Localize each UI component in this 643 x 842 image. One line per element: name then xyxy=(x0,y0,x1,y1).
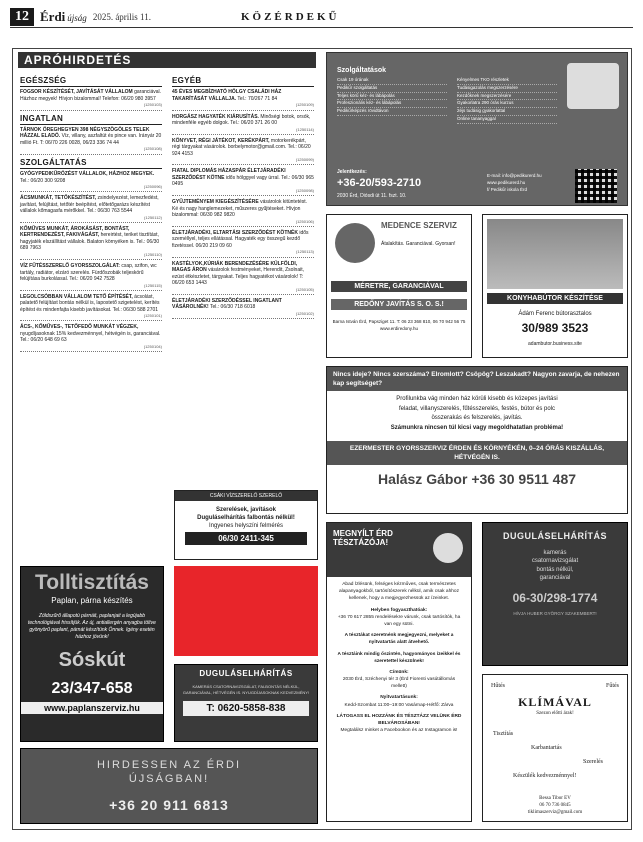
paper-name: Érdi újság xyxy=(40,8,87,24)
service-list-item: Csak 19 órának xyxy=(337,77,447,85)
service-list-item: Pedikűr szolgáltatás xyxy=(337,85,447,93)
drain-cleaning-ad-small: DUGULÁSELHÁRÍTÁS KAMERÁS CSATORNAVIZSGÁLAT, FALBONTÁS NÉLKÜL, GARANCIÁVAL, HÉTVÉGÉN IS. NYUGDÍJASOKNAK KEDVEZMÉNY! T: 0620-5858-838 xyxy=(174,664,318,742)
qr-code-icon xyxy=(575,169,617,203)
classified-ad: ÉLETJÁRADÉKI, ELTARTÁSI SZERZŐDÉST KÖTNÉK idős személlyel, teljes ellátással. Hagyaték egy összegű kezdő fizetéssel. 06/20 219 09 60 (1250113) xyxy=(172,230,314,258)
service-list-item: Gyakorlatra 290 órás kurzus xyxy=(457,100,557,108)
classified-ad: KŐMŰVES MUNKÁT, ÁROKÁSÁST, BONTÁST, KERTRENDEZÉST, FAKIVÁGÁST, hereirtést, teriket tisztítást, hagyjaték elszállítást vállalok. Balaton környéken is. Tel.: 06/30 689 7963 (1250110) xyxy=(20,226,162,260)
classified-ad: GYŰJTEMÉNYEM KIEGÉSZÍTÉSÉRE vásárolok kitüntetést. Ké és nagy hanglemezeket, műszeres gyűjtéseket. Hívjon bizalommal: 06/30 982 9820 (1250106) xyxy=(172,199,314,227)
category-heading: SZOLGÁLTATÁS xyxy=(20,158,162,169)
pasta-shop-ad: MEGNYÍLT ÉRD TÉSZTÁZÓJA! Abad Ízlésünk, felséges kézműves, csak természetes alapanyagokból, tartósítószerek nélkül, amik csak ahhoz kellenek, hogy a megjegyezhessük az ízeinket. Helyben fogyaszthatóak: +36 70 617 2855 rendelésekre várunk, csak tartósítók, ha van egy sütni. A tésztákat szeretnénk megjegyezni, melyeket a nyitvatartás alatt átvehető. A tésztáink mindig őszintén, hagyományos ízeikkel és szeretettel készülnek! Címünk: 2030 Érd, Széchenyi tér 3 (Érd Fiorenti vasútállomás mellett) Nyitvatartásunk: Kedd-Szombat 11:00–19:00 Vasárnap-Hétfő: Zárva LÁTOGASS EL HOZZÁNK ÉS TÉSZTÁZZ VELÜNK ÉRD BELVÁROSÁBAN! Megtalálsz minket a Facebookon és az Instagramon is! xyxy=(326,522,472,822)
pedicure-school-ad: Szolgáltatások Csak 19 órának Pedikűr szolgáltatás Teljes körű kéz- és lábápolás Profeszionális kéz- és lábápolás Pedikűrképzés rövidtávon Kényelmes TKO részletek Tudásigazolás megszerzésére Kezdőknek megszerzésére Gyakorlatra 290 órás kurzus 2éjs tudásig gyakorlattal Online tananyaggal Jelentkezés: +36-20/593-2710 2030 Érd, Diósdi út 11. fszt. 10. E-mail: info@pedikurerd.hu www.pedikurerd.hu f/ Pedikűr iskola Érd xyxy=(326,52,628,206)
classified-ad: LEGOLCSÓBBAN VÁLLALOM TETŐ ÉPÍTÉSÉT, ácsolást, palatető felújítást bontás nélkül is, lapostető szigetelést, kerítés építést és mindenfajta kisebb javításokat. Tel.: 06/30 588 2701 (1250101) xyxy=(20,294,162,322)
drain-cleaning-ad: DUGULÁSELHÁRÍTÁS kamerás csatornavizsgálat bontás nélkül, garanciával 06-30/298-1774 HÍVJA HUBER GYÖRGY SZAKEMBERT! xyxy=(482,522,628,666)
handyman-ad: Nincs ideje? Nincs szerszáma? Elromlott? Csöpög? Leszakadt? Nagyon zavarja, de nehezen kap segítséget? Profilunkba vág minden ház körüli kisebb és közepes javítási feladat, villanyszerelés, fűtésszerelés, festés, bútor és polc összerakás és felszerelés, javítás. Számunkra nincsen túl kicsi vagy megoldhatatlan probléma! EZERMESTER GYORSSZERVIZ ÉRDEN ÉS KÖRNYÉKÉN, 0–24 ÓRÁS KISZÁLLÁS, HÉTVÉGÉN IS. Halász Gábor +36 30 9511 487 xyxy=(326,366,628,514)
shop-icon xyxy=(433,533,463,563)
school-list-2 xyxy=(457,77,557,124)
kitchen-photo xyxy=(487,219,623,289)
service-list-item: Pedikűrképzés rövidtávon xyxy=(337,108,447,116)
service-list-item: Teljes körű kéz- és lábápolás xyxy=(337,93,447,101)
service-list-item: Kezdőknek megszerzésére xyxy=(457,93,557,101)
category-heading: EGYÉB xyxy=(172,76,314,87)
school-logo-badge xyxy=(567,63,619,109)
classified-ad: 45 ÉVES MEGBÍZHATÓ HÖLGY CSALÁDI HÁZ TAKARÍTÁSÁT VÁLLALJA. Tel.: 70/267 71 84 (1250109) xyxy=(172,89,314,110)
classified-ad: KASTÉLYOK,KÚRIÁK BERENDEZÉSÉRE KÜLFÖLDI, MAGAS ÁRON vásárolok festményeket, Herendit, Zsolnait, ezüst étkészletet, tárgyakat. Teljes hagyatékot vásárolok! T: 06/20 653 1443 (1250105) xyxy=(172,261,314,295)
classified-ad: GYÓGYPEDIKŰRÖZÉST VÁLLALOK, HÁZHOZ MEGYEK. Tel.: 06/20 300 9208 (1250096) xyxy=(20,171,162,192)
classified-ad: HORGÁSZ HAGYATÉK KIÁRUSÍTÁS. Minőségi botok, orsók, mindenféle egyéb dolgok. Tel.: 06/20 371 26 00 (1250114) xyxy=(172,114,314,135)
classified-ad: ÁCSMUNKÁT, TETŐKÉSZÍTÉST, zsindelyezést, lemezfedést, javítást, felújítást, tetőtér beépítést, előtetőgarázs készítést vállalok kőmagasfa mérőkkel. Tel.: 06/30 763 5544 (1250112) xyxy=(20,195,162,223)
classified-ad: ÁCS-, KŐMŰVES-, TETŐFEDŐ MUNKÁT VÉGZEK, nyugdíjasoknak 15% kedvezménnyel, hétvégén is, garanciával. Tel.: 06/20 648 69 63 (1250104) xyxy=(20,324,162,352)
air-conditioning-ad: Hűtés Fűtés KLÍMÁVAL Szezon előtti árak! Tisztítás Karbantartás Szerelés Készülék kedvezménnyel! Bessa Tibor EV 06 70 736 0845 tiklimaszerviz@gmail.com xyxy=(482,674,628,822)
page-number: 12 xyxy=(10,8,34,26)
category-heading: INGATLAN xyxy=(20,114,162,125)
pillow-cleaning-ad: Tolltisztítás Paplan, párna készítés Zöldszűrő állapotú párnáit, paplanjait a legújabb technológiával frissítjük. Az új, antiallergén anyagba töltve gyönyörű paplant, párnát készítünk Önnek. Igény esetén házhoz jövünk! Sóskút 23/347-658 www.paplanszerviz.hu xyxy=(20,566,164,742)
classified-ad: FIATAL DIPLOMÁS HÁZASPÁR ÉLETJÁRADÉKI SZERZŐDÉST KÖTNE idős hölggyel vagy úrral. Tel.: 06/30 965 0495 (1250098) xyxy=(172,168,314,196)
classifieds-middle-column xyxy=(172,74,314,322)
shutter-repair-ad: MEDENCE SZERVIZ Átalakítás. Garanciával. Gyorsan! MÉRETRE, GARANCIÁVAL REDŐNY JAVÍTÁS S. O. S.! Barna István Érd, Papsziget 11. T: 06 23 368 810, 06 70 942 56 75 www.erdiredony.hu xyxy=(326,214,472,358)
sun-icon xyxy=(335,223,375,263)
advertise-here-ad: HIRDESSEN AZ ÉRDI ÚJSÁGBAN! +36 20 911 6813 xyxy=(20,748,318,824)
service-list-item: Online tananyaggal xyxy=(457,116,557,124)
service-list-item: Tudásigazolás megszerzésére xyxy=(457,85,557,93)
category-heading: EGÉSZSÉG xyxy=(20,76,162,87)
service-list-item: Profeszionális kéz- és lábápolás xyxy=(337,100,447,108)
service-list-item: 2éjs tudásig gyakorlattal xyxy=(457,108,557,116)
classified-ad: ÉLETJÁRADÉKI SZERZŐDÉSSEL INGATLANT VÁSÁROLNÉK! Tel.: 06/30 718 6018 (1250102) xyxy=(172,298,314,319)
classified-ad: KÖNYVET, RÉGI JÁTÉKOT, KERÉKPÁRT, motorkerékpárt, régi tárgyakat vásárolok. borbelymotor@gmail.com. Tel.: 06/20 924 4153 (1250099) xyxy=(172,138,314,166)
red-advert-block xyxy=(174,566,318,656)
classifieds-left-column xyxy=(20,74,162,355)
issue-date: 2025. április 11. xyxy=(92,11,151,22)
page-header xyxy=(10,6,633,28)
school-list-1 xyxy=(337,77,447,116)
classifieds-heading: APRÓHIRDETÉS xyxy=(18,52,316,68)
plumber-ad: CSÁKI VÍZSZERELŐ SZERELŐ Szerelések, javítások Duguláselhárítás falbontás nélkül! Ingyenes helyszíni felmérés 06/30 2411-345 xyxy=(174,490,318,560)
classified-ad: TÁRNOK ÖREGHEGYEN 398 NÉGYSZÖGÖLES TELEK HÁZZAL ELADÓ. Víz, villany, aszfaltút és pince van. Irányár 20 millió Ft. T: 06/70 226 0028, 06/23 336 74 44 (1250108) xyxy=(20,127,162,155)
section-title: KÖZÉRDEKŰ xyxy=(240,10,340,23)
classified-ad: VÍZ FŰTÉSSZERELŐ GYORSSZOLGÁLAT: csap, szifon, wc tartály, radiátor, elzáró szerelés. Fürdőszobák teljeskörű felújítása burkolással. Tel.: 06/20 942 7528 (1250115) xyxy=(20,263,162,291)
classified-ad: FOGSOR KÉSZÍTÉSÉT, JAVÍTÁSÁT VÁLLALOM garanciával. Házhoz megyek! Hívjon bizalommal! Telefon: 06/20 980 3957 (1250103) xyxy=(20,89,162,110)
furniture-ad: KONYHABÚTOR KÉSZÍTÉSE Ádám Ferenc bútorasztalos 30/989 3523 adambutor.business.site xyxy=(482,214,628,358)
school-contact: E-mail: info@pedikurerd.hu www.pedikurerd.hu f/ Pedikűr iskola Érd xyxy=(487,173,542,192)
service-list-item: Kényelmes TKO részletek xyxy=(457,77,557,85)
